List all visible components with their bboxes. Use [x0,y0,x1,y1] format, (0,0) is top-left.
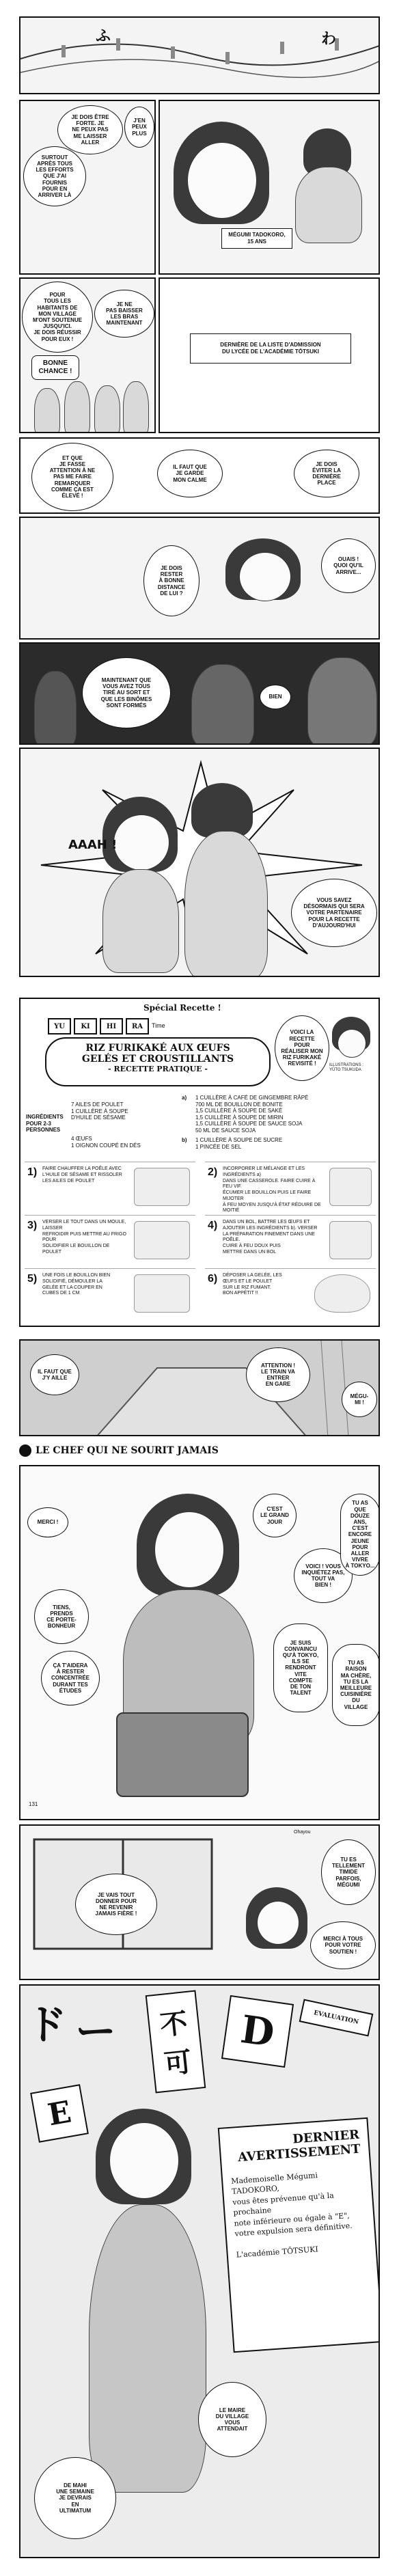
step-number: 2) [208,1166,218,1178]
speech-bubble: DE MAHI UNE SEMAINE JE DEVRAIS EN ULTIMATUM [34,2457,116,2539]
speech-bubble: VOUS SAVEZ DÉSORMAIS QUI SERA VOTRE PARTENAIRE POUR LA RECETTE D'AUJOURD'HUI [291,879,377,947]
speech-bubble: ATTENTION ! LE TRAIN VA ENTRER EN GARE [246,1347,310,1402]
ingredients-b-label: b) [182,1137,187,1143]
stamp-evaluation: EVALUATION [299,1999,374,2037]
brand-letter: KI [74,1018,97,1034]
megumi-body [102,869,179,973]
megumi-body [89,2204,206,2493]
caption-last-place: DERNIÈRE DE LA LISTE D'ADMISSION DU LYCÉE DE L'ACADÉMIE TŌTSUKI [190,333,351,364]
recipe-title-1: RIZ FURIKAKÉ AUX ŒUFS [85,1043,230,1054]
recipe-header: Spécial Recette ! [143,1003,221,1013]
speech-bubble: MERCI ! [27,1507,68,1537]
soma-hair [191,783,253,838]
panel-3-departure [19,1465,380,1820]
panel-2-shock [19,748,380,977]
ingredients-a-label: a) [182,1095,187,1101]
speech-bubble: POUR TOUS LES HABITANTS DE MON VILLAGE M'ONT SOUTENUE JUSQU'ICI. JE DOIS RÉUSSIR POUR EUX ! [22,282,93,353]
egg-bowl-icon [329,1221,372,1259]
brand-letter: YU [48,1018,71,1034]
soma-face [338,1029,366,1058]
step-number: 4) [208,1220,218,1231]
step-text: DANS UN BOL, BATTRE LES ŒUFS ET AJOUTER LES INGRÉDIENTS b). VERSER LA PRÉPARATION FINEMENT DANS UNE POÊLE. CUIRE À FEU DOUX PUIS METTRE DANS UN BOL [223,1220,318,1255]
recipe-page [19,998,380,1327]
chef-figure [307,657,377,745]
villager-figure [34,388,60,433]
step-number: 6) [208,1273,218,1285]
panel-2-classroom [19,642,380,745]
recipe-title-2: GELÉS ET CROUSTILLANTS [81,1054,234,1065]
sfx-do: ド [26,2001,67,2049]
recipe-step [25,1162,195,1209]
knife-cubes-icon [134,1274,190,1313]
recipe-title-3: - RECETTE PRATIQUE - [108,1065,208,1073]
notice-body: Mademoiselle Mégumi TADOKORO, vous êtes prévenue qu'à la prochaine note inférieure ou égale à "E", votre expulsion sera définitive. L'académie TŌTSUKI [230,2171,353,2260]
speech-bubble: JE NE PAS BAISSER LES BRAS MAINTENANT [94,290,154,338]
warning-notice [218,2118,380,2353]
soma-body [184,831,268,977]
sfx-aaah: AAAH ! [68,838,118,852]
stamp-e: E [30,2084,89,2143]
bonne-chance-banner: BONNE CHANCE ! [31,355,79,380]
panel-1-top-strip [19,16,380,94]
recipe-step [205,1268,376,1316]
sfx-fuwa-1: ふ [96,28,111,45]
speech-bubble: VOICI LA RECETTE POUR RÉALISER MON RIZ FURIKAKÉ REVISITÉ ! [275,1015,329,1081]
brand-letter: RA [126,1018,149,1034]
student-figure [34,671,77,745]
villager-figure [94,385,120,433]
megumi-sitting-figure [295,167,362,243]
speech-bubble: BIEN [260,685,291,709]
panel-3-train-station [19,1339,380,1436]
speech-bubble: MERCI À TOUS POUR VOTRE SOUTIEN ! [310,1921,376,1969]
suitcase-icon [116,1712,249,1797]
panel-1-megumi-portrait [159,100,380,275]
chapter-title-bar [19,1440,251,1461]
megumi-face [187,142,257,219]
speech-bubble: MÉGU- MI ! [342,1382,377,1417]
caption-name: MÉGUMI TADOKORO, 15 ANS [221,228,292,249]
speech-bubble: SURTOUT APRÈS TOUS LES EFFORTS QUE J'AI FOURNIS POUR EN ARRIVER LÀ [23,146,86,206]
speech-bubble: IL FAUT QUE J'Y AILLE [30,1354,79,1395]
recipe-title-frame [45,1037,271,1086]
chapter-icon [19,1444,31,1457]
recipe-step [25,1215,195,1263]
speech-bubble: OUAIS ! QUOI QU'IL ARRIVE... [321,538,376,593]
frying-pan-icon [134,1168,190,1206]
step-text: FAIRE CHAUFFER LA POÊLE AVEC L'HUILE DE SÉSAME ET RISSOLER LES AILES DE POULET [42,1166,122,1183]
speech-bubble: IL FAUT QUE JE GARDE MON CALME [157,450,223,497]
panel-2-megumi-worried [19,517,380,640]
speech-bubble: JE DOIS ÉVITER LA DERNIÈRE PLACE [294,450,359,497]
panel-1-girl-closeup [19,100,156,275]
megumi-face [109,2122,179,2199]
ingredients-b: 1 CUILLÈRE À SOUPE DE SUCRE 1 PINCÉE DE SEL [195,1137,283,1150]
megumi-face [239,552,291,601]
ingredients-list-2: 4 ŒUFS 1 OIGNON COUPÉ EN DÉS [71,1136,141,1149]
speech-bubble: TU AS QUE DOUZE ANS, C'EST ENCORE JEUNE POUR ALLER VIVRE À TOKYO... [340,1494,380,1576]
panel-3-warning [19,1984,380,2558]
speech-bubble: TU AS RAISON MA CHÈRE, TU ES LA MEILLEURE CUISINIÈRE DU VILLAGE [332,1644,380,1726]
mold-icon [134,1221,190,1259]
megumi-face [257,1901,299,1945]
speech-bubble: JE VAIS TOUT DONNER POUR NE REVENIR JAMAIS FIÈRE ! [75,1874,157,1935]
sfx-fuwa-2: わ [321,31,337,48]
panel-3-window [19,1824,380,1980]
step-text: DÉPOSER LA GELÉE, LES ŒUFS ET LE POULET SUR LE RIZ FUMANT. BON APPÉTIT !! [223,1273,282,1296]
mini-sign: Ohayou [294,1830,311,1835]
recipe-step [205,1162,376,1214]
servings-label: INGRÉDIENTS POUR 2-3 PERSONNES [26,1114,64,1134]
step-text: INCORPORER LE MÉLANGE ET LES INGRÉDIENTS a) DANS UNE CASSEROLE. FAIRE CUIRE À FEU VIF. ÉCUMER LE BOUILLON PUIS LE FAIRE MIJOTER À FEU MOYEN JUSQU'À ÉTAT RÉDUIRE DE MOITIÉ [223,1166,321,1214]
speech-bubble: VOICI ! VOUS INQUIÉTEZ PAS, TOUT VA BIEN ! [294,1548,353,1603]
speech-bubble: J'EN PEUX PLUS [124,107,154,148]
illustrator-credit: ILLUSTRATIONS : YŪTO TSUKUDA [329,1063,363,1073]
student-figure [191,664,254,745]
speech-bubble: TIENS, PRENDS CE PORTE- BONHEUR [34,1589,89,1644]
brand-letter: HI [100,1018,123,1034]
speech-bubble: MAINTENANT QUE VOUS AVEZ TOUS TIRÉ AU SORT ET QUE LES BINÔMES SONT FORMÉS [82,657,171,728]
step-text: VERSER LE TOUT DANS UN MOULE, LAISSER REFROIDIR PUIS METTRE AU FRIGO POUR SOLIDIFIER LE BOUILLON DE POULET [42,1220,126,1255]
step-text: UNE FOIS LE BOUILLON BIEN SOLIDIFIÉ, DÉMOULER LA GELÉE ET LA COUPER EN CUBES DE 1 CM [42,1273,111,1296]
rice-bowl-icon [314,1274,370,1313]
villager-figure [123,381,149,433]
sfx-dash: ー [75,2008,116,2056]
panel-1-caption-last [159,277,380,433]
speech-bubble: C'EST LE GRAND JOUR [253,1494,297,1537]
megumi-face [113,814,169,871]
speech-bubble: TU ES TELLEMENT TIMIDE PARFOIS, MÉGUMI [321,1839,376,1905]
station-art [20,1341,380,1436]
stamp-fuka: 不 可 [146,1990,206,2094]
speech-bubble: JE SUIS CONVAINCU QU'À TOKYO, ILS SE RENDRONT VITE COMPTE DE TON TALENT [273,1623,328,1712]
speech-bubble: LE MAIRE DU VILLAGE VOUS ATTENDAIT [198,2382,266,2457]
speech-bubble: ET QUE JE FASSE ATTENTION À NE PAS ME FAIRE REMARQUER COMME ÇA EST ÉLEVÉ ! [31,443,113,511]
saucepan-icon [329,1168,372,1206]
page-number: 131 [29,1801,38,1807]
brand-strip [48,1018,165,1033]
step-number: 3) [27,1220,38,1231]
ingredients-a: 1 CUILLÈRE À CAFÉ DE GINGEMBRE RÂPÉ 700 ML DE BOUILLON DE BONITE 1,5 CUILLÈRE À SOUPE DE SAKÉ 1,5 CUILLÈRE À SOUPE DE MIRIN 1,5 CUILLÈRE À SOUPE DE SAUCE SOJA 50 ML DE SAUCE SOJA [195,1095,309,1134]
speech-bubble: JE DOIS RESTER À BONNE DISTANCE DE LUI ? [143,545,200,616]
speech-bubble: JE DOIS ÊTRE FORTE. JE NE PEUX PAS ME LAISSER ALLER [57,105,123,154]
speech-bubble: ÇA T'AIDERA À RESTER CONCENTRÉE DURANT TES ÉTUDES [41,1651,100,1705]
chapter-title: LE CHEF QUI NE SOURIT JAMAIS [36,1445,219,1456]
stamp-d: D [221,1995,294,2068]
megumi-face [154,1511,224,1588]
recipe-step [25,1268,195,1316]
step-number: 1) [27,1166,38,1178]
recipe-step [205,1215,376,1263]
villager-figure [64,381,90,433]
step-number: 5) [27,1273,38,1285]
notice-title: DERNIER AVERTISSEMENT [237,2127,361,2165]
panel-2-resolve [19,437,380,514]
ingredients-list-1: 7 AILES DE POULET 1 CUILLÈRE À SOUPE D'HUILE DE SÉSAME [71,1101,128,1121]
panel-1-villagers [19,277,156,433]
brand-suffix: Time [152,1022,165,1029]
